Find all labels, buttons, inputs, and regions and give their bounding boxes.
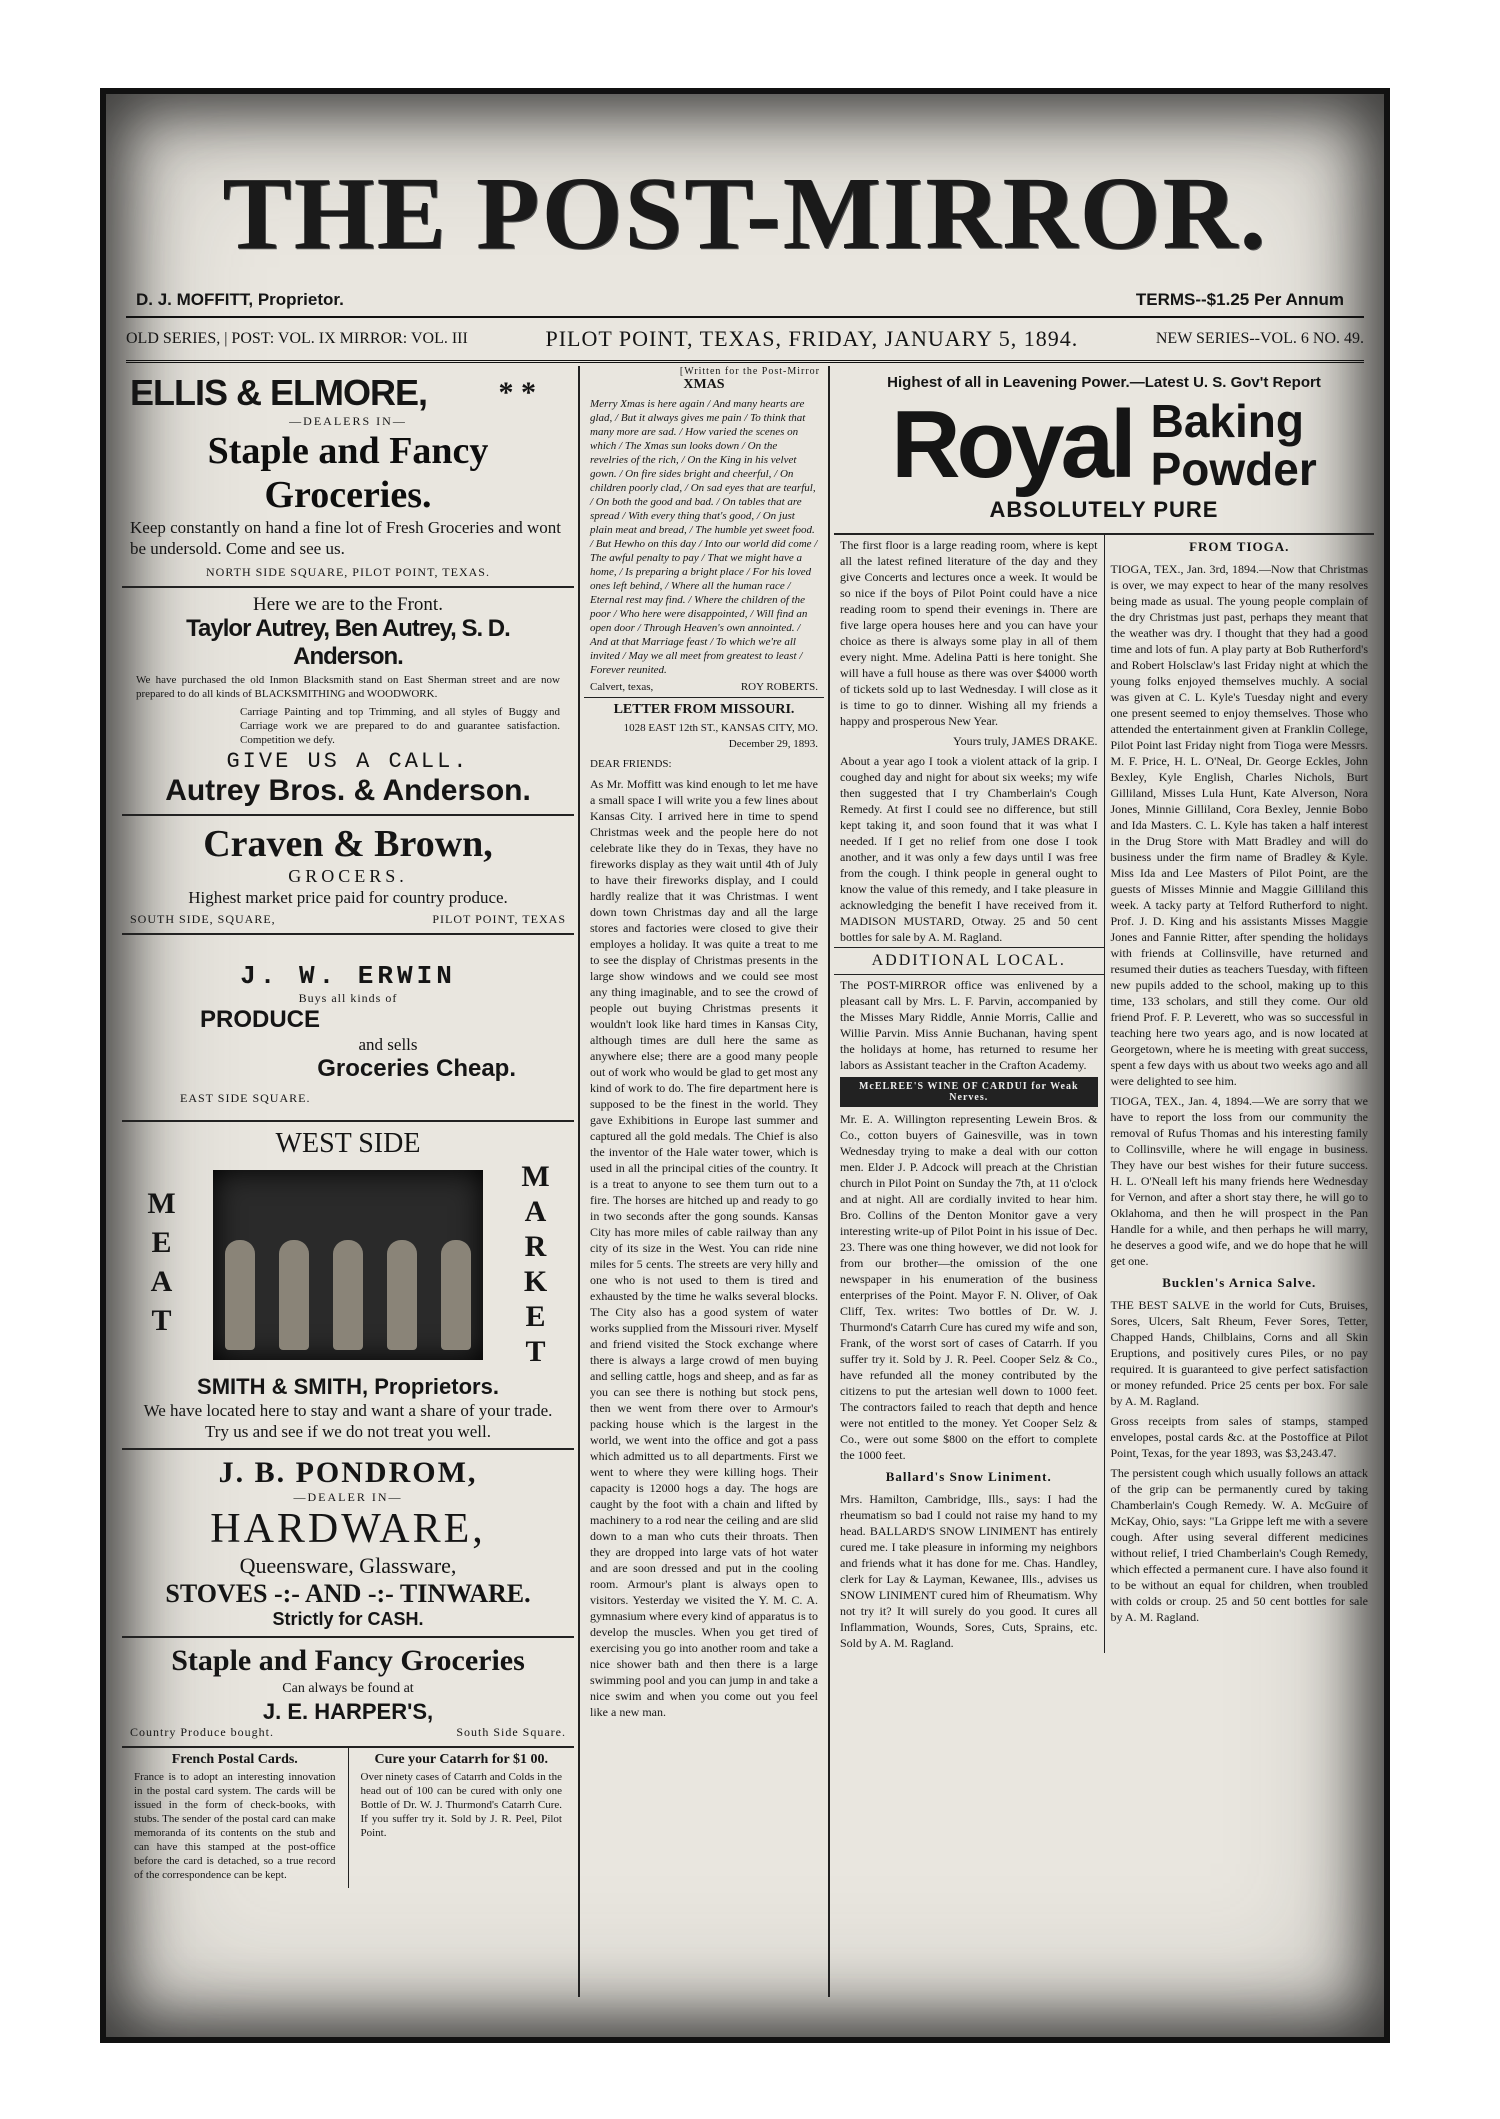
column-letters bbox=[584, 366, 824, 1997]
poem-credit: [Written for the Post-Mirror bbox=[679, 366, 820, 377]
ad-name: Craven & Brown, bbox=[203, 823, 493, 865]
ad-name: J. W. ERWIN bbox=[240, 961, 456, 991]
dateline-text: PILOT POINT, TEXAS, FRIDAY, JANUARY 5, 1894. bbox=[545, 326, 1079, 351]
article-text: TIOGA, TEX., Jan. 4, 1894.—We are sorry that we have to report the loss from our community the removal of Rufus Thomas and his interesting family to Collinsville, where he will engage in business. They have our best wishes for their future success. H. L. O'Neall left his many friends here Wednesday for Vernon, and after a short stay there, he will go to Oklahoma, and then he will prospect in the Pan Handle for a while, and then perhaps he will marry, he deserves a good wife, and we do hope that he will get one. bbox=[1110, 1094, 1368, 1268]
ad-copy-2: Carriage Painting and top Trimming, and all styles of Buggy and Carriage work we are prepared to do and guarantee satisfaction. Competition we defy. bbox=[240, 706, 560, 746]
ad-dealer-line: —DEALER IN— bbox=[293, 1490, 403, 1504]
poem-title: XMAS bbox=[683, 377, 725, 392]
brand-name: Royal bbox=[891, 391, 1133, 498]
poem-place: Calvert, texas, bbox=[590, 681, 654, 693]
column-divider bbox=[578, 366, 580, 1997]
ad-hardware: HARDWARE, bbox=[210, 1506, 486, 1552]
ad-pondrom bbox=[122, 1450, 574, 1638]
article-text: France is to adopt an interesting innovation in the postal card system. The cards will be issued in the form of check-books, with stubs. The sender of the postal card can make memoranda of its contents on the stub and can have this stamped at the post-office before the card is detached, so a true record of the correspondence can be kept. bbox=[134, 1771, 336, 1881]
ad-royal-baking-powder bbox=[834, 366, 1374, 535]
brand-baking: Baking bbox=[1150, 395, 1304, 447]
letter-text: As Mr. Moffitt was kind enough to let me have a small space I will write you a few lines about Kansas City. I arrived here in time to spend Christmas week and the people here do not celebrate like they do in Texas, they have no fireworks display as they wait until 4th of July to have their fireworks display, and I could hardly realize that it was Christmas. I went down town Christmas day and all the large stores and factories were closed to give their employes a holiday. It was quite a treat to me to see the display of Christmas presents in the large show windows and we could see most any thing imaginable, and to see the crowd of people out buying Christmas presents it wouldn't look like hard times in Kansas City, although times are dull here the same as anywhere else; there are a good many people out of work who would be glad to get most any kind of work to do. The fire department here is supposed to be the finest in the world. They gave Exhibitions in Europe last summer and captured all the gold medals. The Chief is also the inventor of the Hale water tower, which is used in all the principal cities of the country. It is a treat to anyone to see them turn out to a fire. The horses are hitched up and ready to go in two seconds after the gong sounds. Kansas City has more miles of cable railway than any city of its size in the West. You can ride nine miles for 5 cents. The streets are very hilly and one who is not used to them is tired and exhausted by the time he walks several blocks. The City also has a good system of water works supplied from the Missouri river. Myself and friend visited the Stock exchange where there is always a large crowd of men buying and selling cattle, hogs and sheep, and as far as you can see there is nothing but stock pens, then we went from there over to Armour's packing house which is the largest in the world, we went into the office and got a pass which admitted us to all departments. First we went to where they were killing hogs. Their capacity is 12000 hogs a day. The hogs are caught by the foot with a chain and lifted by machinery to a rod near the ceiling and are slid down to a man who cuts their throats. Then they are dropped into large vats of hot water and are soon dressed and put in the cooling room. Armour's plant is always open to visitors. Yesterday we visited the Y. M. C. A. gymnasium where every kind of apparatus is to develop the muscles. When you get tired of exercising you go into another room and take a nice shower bath and then there is a large swimming pool and you can jump in and take a nice swim and when you come out you feel like a new man. bbox=[590, 777, 818, 1719]
ad-headline: Staple and Fancy Groceries. bbox=[207, 430, 489, 516]
article-text: Mrs. Hamilton, Cambridge, Ills., says: I had the rheumatism so bad I could not raise my hand to my head. BALLARD'S SNOW LINIMENT has entirely cured me. I take pleasure in informing my neighbors and friends what it has done for me. Chas. Handley, clerk for Lay & Layman, Kewanee, Ills., advises us SNOW LINIMENT cured him of Rheumatism. Why not try it? It will surely do you good. It cures all Inflammation, Wounds, Sores, Cuts, Sprains, etc. Sold by A. M. Ragland. bbox=[840, 1492, 1098, 1650]
article-text: Gross receipts from sales of stamps, stamped envelopes, postal cards &c. at the Postoffice at Pilot Point, Texas, for the year 1893, was $3,243.47. bbox=[1110, 1414, 1368, 1460]
ad-harper bbox=[122, 1638, 574, 1748]
meat-label: MEAT bbox=[145, 1187, 178, 1343]
ad-buys: Buys all kinds of bbox=[298, 991, 398, 1005]
column-divider bbox=[828, 366, 830, 1997]
ad-address-right: PILOT POINT, TEXAS bbox=[432, 912, 566, 926]
ad-address: NORTH SIDE SQUARE, PILOT POINT, TEXAS. bbox=[206, 565, 490, 579]
header-rule bbox=[126, 316, 1364, 318]
ad-dealer-line: —DEALERS IN— bbox=[289, 414, 407, 428]
local-news-right bbox=[1104, 535, 1375, 1653]
proprietor-line: D. J. MOFFITT, Proprietor. bbox=[136, 290, 344, 309]
article-text: The POST-MIRROR office was enlivened by a pleasant call by Mrs. L. F. Parvin, accompanied by the Misses Mary Riddle, Annie Morris, Callie and Willie Parvin. Miss Annie Buchanan, having spent the holidays at home, has returned to resume her labors as Assistant teacher in the Crafton Academy. bbox=[840, 978, 1098, 1072]
brand-powder: Powder bbox=[1150, 443, 1317, 495]
meat-illustration bbox=[213, 1170, 483, 1360]
ad-headline: Staple and Fancy Groceries bbox=[171, 1644, 525, 1677]
section-title: ADDITIONAL LOCAL. bbox=[834, 947, 1104, 975]
ad-copy: Keep constantly on hand a fine lot of Fresh Groceries and wont be undersold. Come and see us. bbox=[130, 518, 562, 558]
ad-trade: GROCERS. bbox=[288, 866, 408, 886]
column-local bbox=[834, 366, 1374, 1997]
ad-queensware: Queensware, Glassware, bbox=[239, 1553, 457, 1578]
section-title: Ballard's Snow Liniment. bbox=[885, 1469, 1052, 1484]
old-series: OLD SERIES, | POST: VOL. IX MIRROR: VOL. III bbox=[126, 330, 468, 347]
dateline-rule bbox=[126, 360, 1364, 363]
ad-cash: Strictly for CASH. bbox=[272, 1609, 424, 1629]
ad-lead: Here we are to the Front. bbox=[253, 594, 443, 615]
vertical-word-left bbox=[144, 1187, 178, 1343]
ad-call: GIVE US A CALL. bbox=[226, 749, 470, 774]
article-title: French Postal Cards. bbox=[171, 1752, 298, 1767]
ad-found: Can always be found at bbox=[282, 1681, 414, 1696]
ad-ellis-elmore bbox=[122, 366, 574, 588]
new-series: NEW SERIES--VOL. 6 NO. 49. bbox=[1155, 330, 1364, 347]
ad-copy: We have located here to stay and want a share of your trade. Try us and see if we do not treat you well. bbox=[143, 1401, 553, 1441]
article-text: The first floor is a large reading room, where is kept all the latest refined literature of the day and they give Concerts and lectures once a week. It would be so nice if the boys of Pilot Point could have a nice reading room to spend their evenings in. There are five large opera houses here and you can have your choice as there is always some play in all of them every night. Mme. Adelina Patti is here tonight. She will have a full house as there was over $4000 worth of tickets sold up to last Wednesday. I will close as it is time to go to dinner. Wishing all my friends a happy and prosperous New Year. bbox=[840, 538, 1098, 728]
ad-pure: ABSOLUTELY PURE bbox=[989, 497, 1219, 522]
ad-cheap: Groceries Cheap. bbox=[317, 1055, 516, 1082]
letter-salutation: DEAR FRIENDS: bbox=[590, 758, 672, 770]
poem-author: ROY ROBERTS. bbox=[740, 681, 818, 693]
ad-address-left: SOUTH SIDE, SQUARE, bbox=[130, 912, 276, 926]
ad-erwin bbox=[122, 935, 574, 1122]
market-label: MARKET bbox=[519, 1160, 552, 1370]
poem-text: Merry Xmas is here again / And many hearts are glad, / But it always gives me pain / To think that many more are sad. / How varied the scenes on which / The Xmas sun looks down / On the revelries of the rich, / On the King in his velvet gown. / On fire sides bright and cheerful, / On children poorly clad, / On sad eyes that are tearful, / On both the good and bad. / On tables that are spread / With every thing that's good, / On just plain meat and bread, / The humble yet sweet food. / But Hewho on this day / Into our world did come / The awful penalty to pay / That we might have a home, / Is preparing a bright place / For his loved ones left behind, / Where all the human race / Eternal rest may find. / Where the children of the poor / Who here were disappointed, / Will find an open door / Through Heaven's own annointed. / And at that Marriage feast / To which we're all invited / May we all meet from greatest to least / Forever reunited. bbox=[590, 398, 818, 676]
ad-copy: Highest market price paid for country produce. bbox=[188, 888, 508, 907]
article-text: THE BEST SALVE in the world for Cuts, Bruises, Sores, Ulcers, Salt Rheum, Fever Sores, Tetter, Chapped Hands, Chilblains, Corns and all Skin Eruptions, and positively cures Piles, or no pay required. It is guaranteed to give perfect satisfaction or money refunded. Price 25 cents per box. For sale by A. M. Ragland. bbox=[1110, 1298, 1368, 1408]
article-text: The persistent cough which usually follows an attack of the grip can be permanently cured by taking Chamberlain's Cough Remedy. W. A. McGuire of McKay, Ohio, says: "La Grippe left me with a severe cough. After using several different medicines without relief, I tried Chamberlain's Cough Remedy, which effected a permanent cure. I have also found it to be without an equal for children, when troubled with colds or croup. 25 and 50 cent bottles for sale by A. M. Ragland. bbox=[1110, 1466, 1368, 1624]
local-news-left bbox=[834, 535, 1104, 1653]
ad-name: ELLIS & ELMORE, bbox=[130, 372, 428, 413]
letter-signature: Yours truly, JAMES DRAKE. bbox=[953, 734, 1098, 748]
article-title: Cure your Catarrh for $1 00. bbox=[374, 1752, 548, 1767]
article-text: About a year ago I took a violent attack of la grip. I coughed day and night for about six weeks; my wife then suggested that I try Chamberlain's Cough Remedy. At first I could see no difference, but still kept taking it, and soon found that it was what I needed. If I get no relief from one dose I took another, and it was only a few days until I was free from the cough. I think people in general ought to know the value of this remedy, and I take pleasure in acknowledging the benefit I have received from it. MADISON MUSTARD, Otway. 25 and 50 cent bottles for sale by A. M. Ragland. bbox=[840, 754, 1098, 944]
section-title: FROM TIOGA. bbox=[1189, 539, 1290, 554]
vertical-word-right bbox=[518, 1160, 552, 1370]
ad-name: J. E. HARPER'S, bbox=[262, 1699, 434, 1724]
ad-firm: Autrey Bros. & Anderson. bbox=[165, 774, 531, 807]
ad-produce: Country Produce bought. bbox=[130, 1725, 274, 1739]
terms-line: TERMS--$1.25 Per Annum bbox=[1135, 290, 1344, 309]
ad-name: J. B. PONDROM, bbox=[218, 1456, 478, 1489]
section-title: Bucklen's Arnica Salve. bbox=[1162, 1275, 1317, 1290]
cardui-banner: McELREE'S WINE OF CARDUI for Weak Nerves. bbox=[840, 1077, 1098, 1107]
article-text: Over ninety cases of Catarrh and Colds in the head out of 100 can be cured with only one Bottle of Dr. W. J. Thurmond's Catarrh Cure. If you suffer try it. Sold by J. R. Peel, Pilot Point. bbox=[360, 1771, 562, 1839]
ad-owners: SMITH & SMITH, Proprietors. bbox=[197, 1374, 499, 1399]
column-ads bbox=[122, 366, 574, 1997]
ad-copy: We have purchased the old Inmon Blacksmith stand on East Sherman street and are now prepared to do all kinds of BLACKSMITHING and WOODWORK. bbox=[136, 674, 560, 700]
ad-autrey bbox=[122, 588, 574, 816]
ad-address: EAST SIDE SQUARE. bbox=[180, 1091, 311, 1105]
letter-title: LETTER FROM MISSOURI. bbox=[584, 697, 824, 718]
ad-names: Taylor Autrey, Ben Autrey, S. D. Anderson. bbox=[186, 615, 510, 670]
bottom-articles bbox=[122, 1748, 574, 1888]
ad-sells: and sells bbox=[358, 1035, 418, 1054]
article-text: Mr. E. A. Willington representing Lewein Bros. & Co., cotton buyers of Gainesville, was in town Wednesday trying to make a deal with our cotton men. Elder J. P. Adcock will preach at the Christian church in Pilot Point on Sunday the 7th, at 11 o'clock and at night. All are cordially invited to hear him. Bro. Collins of the Denton Monitor gave a very interesting write-up of Pilot Point in his issue of Dec. 23. There was one thing however, we did not look for from our brother—the omission of the one newspaper in his enumeration of the business enterprises of the Point. Mayor F. N. Oliver, of Oak Cliff, Tex. writes: Two bottles of Dr. W. J. Thurmond's Catarrh Cure has cured my wife and son, Frank, of the worst sort of cases of Catarrh. If you suffer try it. Sold by J. R. Peel. Cooper Selz & Co., have refunded all the money contributed by the citizens to put the artesian well down to 1000 feet. The contractors failed to reach that depth and hence were not entitled to the money. Yet Cooper Selz & Co., were out some $800 on the effort to complete the 1000 feet. bbox=[840, 1112, 1098, 1462]
ad-meat-market bbox=[122, 1122, 574, 1450]
ad-stoves: STOVES -:- AND -:- TINWARE. bbox=[165, 1579, 531, 1608]
newspaper-page bbox=[100, 88, 1390, 2043]
ad-produce: PRODUCE bbox=[200, 1006, 321, 1033]
letter-dateline: 1028 EAST 12th ST., KANSAS CITY, MO. December 29, 1893. bbox=[623, 722, 818, 750]
ad-lead: Highest of all in Leavening Power.—Latest U. S. Gov't Report bbox=[887, 374, 1321, 391]
masthead-title: THE POST-MIRROR. bbox=[222, 156, 1268, 271]
ad-address: South Side Square. bbox=[456, 1725, 566, 1739]
ornament: * * bbox=[498, 376, 536, 409]
ad-craven-brown bbox=[122, 816, 574, 935]
article-text: TIOGA, TEX., Jan. 3rd, 1894.—Now that Christmas is over, we may expect to hear of the many resolves being made as usual. The young people complain of the dry Christmas just past, perhaps they meant that the weather was dry. I thought that they had a good time and lots of fun. A play party at Bob Rutherford's and Robert Holsclaw's last Friday night at which the young folks enjoyed themselves muchly. A social was given at C. L. Kyle's Tuesday night and every one present seemed to enjoy themselves. Those who attended the entertainment given at Franklin College, Pilot Point last Friday night from Tioga were Messrs. M. F. Price, H. L. O'Neal, Dr. George Eckles, John Bexley, Kyle English, Charles Nichols, Burt Gilliland, Misses Lula Hunt, Kate Alverson, Nora Jones, Minnie Gilliland, Cora Bexley, Jennie Bobo and Ida Masters. C. L. Kyle has taken a half interest in the Drug Store with Matt Bradley and will do business under the firm name of Bradley & Kyle. Miss Ida and Lee Masters of Pilot Point, are the guests of Misses Minnie and Maggie Gilliland this week. A tacky party at Telford Rutherford to night. Prof. J. D. King and his assistants Misses Maggie Jones and Fannie Ritter, after spending the holidays with friends at Collinsville, have returned and resumed their duties as teachers Tuesday, with fifteen new pupils added to the school, making up to this time, 133 scholars, and still they come. Our old friend Prof. F. P. Leverett, who was so successful in teaching here two years ago, and is now located at Georgetown, where he is meeting with great success, spent a few days with us about two weeks ago and all were delighted to see him. bbox=[1110, 562, 1368, 1088]
dateline-bar bbox=[126, 322, 1364, 356]
ad-title: WEST SIDE bbox=[275, 1128, 421, 1159]
